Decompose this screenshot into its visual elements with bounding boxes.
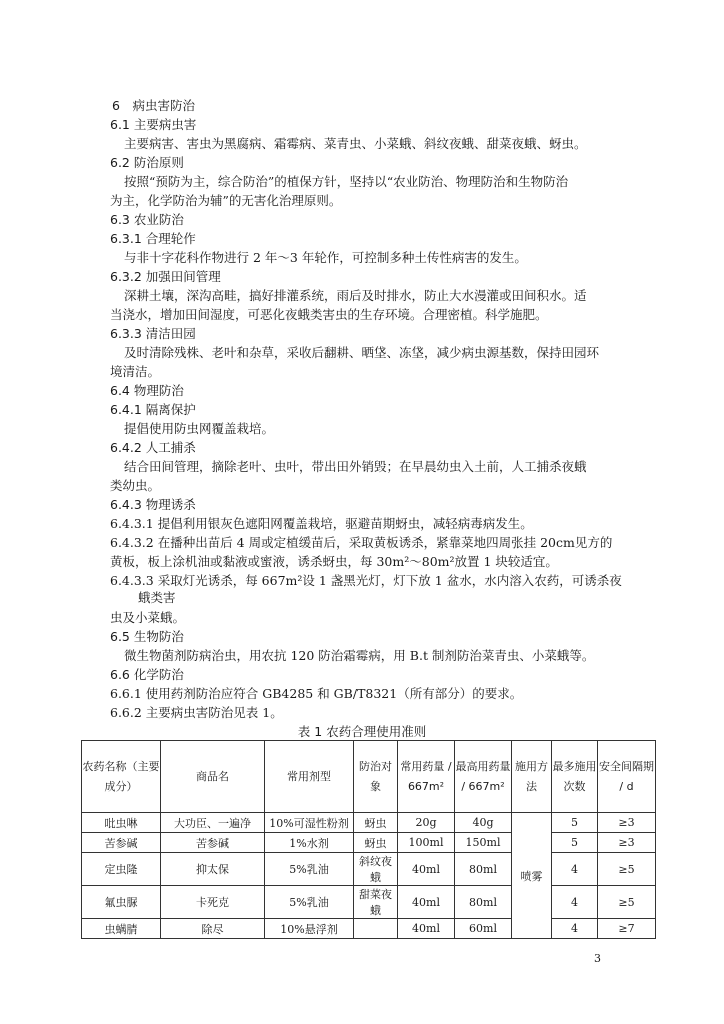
header-cell: 常用药量 / 667m² [398, 741, 455, 813]
section-heading: 6.3.3 清洁田园 [110, 326, 196, 341]
table-cell: 10%可湿性粉剂 [265, 813, 354, 833]
table-cell: 除尽 [161, 919, 265, 939]
paragraph-line: 黄板，板上涂机油或黏液或蜜液，诱杀蚜虫，每 30m²～80m²放置 1 块较适宜。 [110, 554, 558, 569]
table-cell: 60ml [455, 919, 512, 939]
paragraph-line: 6.6.1 使用药剂防治应符合 GB4285 和 GB/T8321（所有部分）的要求。 [110, 686, 523, 701]
paragraph-line: 6.4.3.2 在播种出苗后 4 周或定植缓苗后，采取黄板诱杀，紧靠菜地四周张挂 20cm见方的 [110, 535, 613, 550]
table-row [82, 813, 656, 833]
table-cell: 80ml [455, 853, 512, 886]
paragraph-line: 境清洁。 [110, 364, 161, 379]
section-heading: 6.4.1 隔离保护 [110, 402, 196, 417]
table-cell: 苦参碱 [161, 833, 265, 853]
header-cell: 施用方法 [512, 741, 552, 813]
table-cell: 氟虫脲 [82, 886, 161, 919]
table-cell: 5%乳油 [265, 853, 354, 886]
table-body [82, 813, 656, 939]
paragraph-line: 主要病害、害虫为黑腐病、霜霉病、菜青虫、小菜蛾、斜纹夜蛾、甜菜夜蛾、蚜虫。 [124, 136, 587, 151]
table-cell: 4 [552, 886, 598, 919]
table-row [82, 886, 656, 919]
table-cell: 40g [455, 813, 512, 833]
table-cell: 定虫隆 [82, 853, 161, 886]
table-cell: 抑太保 [161, 853, 265, 886]
header-cell: 农药名称（主要成分） [82, 741, 161, 813]
table-cell: 80ml [455, 886, 512, 919]
header-cell: 商品名 [161, 741, 265, 813]
header-cell: 常用剂型 [265, 741, 354, 813]
paragraph-line: 提倡使用防虫网覆盖栽培。 [124, 421, 275, 436]
paragraph-line: 6.4.3.3 采取灯光诱杀，每 667m²设 1 盏黑光灯，灯下放 1 盆水，水内溶入农药，可诱杀夜 [110, 573, 622, 588]
section-heading: 6.2 防治原则 [110, 155, 184, 170]
table-cell: 吡虫啉 [82, 813, 161, 833]
table-caption: 表 1 农药合理使用准则 [297, 724, 427, 739]
section-heading: 6.4.3 物理诱杀 [110, 497, 196, 512]
paragraph-line: 按照“预防为主，综合防治”的植保方针，坚持以“农业防治、物理防治和生物防治 [124, 174, 569, 189]
table-cell: 蚜虫 [354, 813, 398, 833]
header-cell: 防治对象 [354, 741, 398, 813]
table-cell: 4 [552, 853, 598, 886]
table-header-row [82, 741, 656, 813]
table-cell: 40ml [398, 886, 455, 919]
table-cell: 大功臣、一遍净 [161, 813, 265, 833]
section-heading: 6.4.2 人工捕杀 [110, 440, 196, 455]
table-cell: 4 [552, 919, 598, 939]
table-cell: 100ml [398, 833, 455, 853]
section-heading: 6 病虫害防治 [112, 98, 195, 113]
table-cell [354, 919, 398, 939]
paragraph-line: 深耕土壤，深沟高畦，搞好排灌系统，雨后及时排水，防止大水漫灌或田间积水。适 [124, 288, 587, 303]
table-cell: 5 [552, 813, 598, 833]
table-cell: 10%悬浮剂 [265, 919, 354, 939]
table-cell: ≥5 [598, 886, 656, 919]
section-heading: 6.3.2 加强田间管理 [110, 269, 221, 284]
table-cell: 蚜虫 [354, 833, 398, 853]
table-cell: 苦参碱 [82, 833, 161, 853]
header-cell: 最多施用次数 [552, 741, 598, 813]
table-cell: 斜纹夜蛾 [354, 853, 398, 886]
table-row [82, 833, 656, 853]
paragraph-line: 类幼虫。 [110, 478, 161, 493]
table-cell: 虫螨腈 [82, 919, 161, 939]
section-heading: 6.5 生物防治 [110, 629, 184, 644]
paragraph-line: 与非十字花科作物进行 2 年～3 年轮作，可控制多种土传性病害的发生。 [124, 250, 527, 265]
table-cell: 1%水剂 [265, 833, 354, 853]
paragraph-line: 虫及小菜蛾。 [110, 610, 186, 625]
pesticide-table [81, 740, 656, 939]
paragraph-line: 当浇水，增加田间湿度，可恶化夜蛾类害虫的生存环境。合理密植。科学施肥。 [110, 307, 548, 322]
section-heading: 6.3.1 合理轮作 [110, 231, 196, 246]
section-heading: 6.3 农业防治 [110, 212, 184, 227]
table-cell: 卡死克 [161, 886, 265, 919]
table-cell: ≥3 [598, 833, 656, 853]
paragraph-line: 及时清除残株、老叶和杂草，采收后翻耕、晒垡、冻垡，减少病虫源基数，保持田园环 [124, 345, 600, 360]
table-cell: ≥5 [598, 853, 656, 886]
table-cell: 20g [398, 813, 455, 833]
table-row [82, 853, 656, 886]
paragraph-line: 为主，化学防治为辅”的无害化治理原则。 [110, 193, 342, 208]
header-cell: 安全间隔期 / d [598, 741, 656, 813]
paragraph-line: 6.4.3.1 提倡利用银灰色遮阳网覆盖栽培，驱避苗期蚜虫，减轻病毒病发生。 [110, 516, 533, 531]
table-cell: ≥3 [598, 813, 656, 833]
section-heading: 6.4 物理防治 [110, 383, 184, 398]
section-heading: 6.1 主要病虫害 [110, 117, 197, 132]
paragraph-line: 6.6.2 主要病虫害防治见表 1。 [110, 705, 283, 720]
header-cell: 最高用药量 / 667m² [455, 741, 512, 813]
table-cell: 5 [552, 833, 598, 853]
table-cell: 150ml [455, 833, 512, 853]
paragraph-line: 蛾类害 [138, 590, 176, 605]
table-cell: 5%乳油 [265, 886, 354, 919]
table-row [82, 919, 656, 939]
table-cell: ≥7 [598, 919, 656, 939]
page-number: 3 [594, 952, 601, 965]
table-cell: 40ml [398, 919, 455, 939]
section-heading: 6.6 化学防治 [110, 667, 184, 682]
method-cell: 喷雾 [512, 813, 552, 939]
paragraph-line: 微生物菌剂防病治虫，用农抗 120 防治霜霉病，用 B.t 制剂防治菜青虫、小菜蛾等。 [124, 648, 595, 663]
paragraph-line: 结合田间管理，摘除老叶、虫叶，带出田外销毁；在早晨幼虫入土前，人工捕杀夜蛾 [124, 459, 587, 474]
table-cell: 甜菜夜蛾 [354, 886, 398, 919]
table-cell: 40ml [398, 853, 455, 886]
